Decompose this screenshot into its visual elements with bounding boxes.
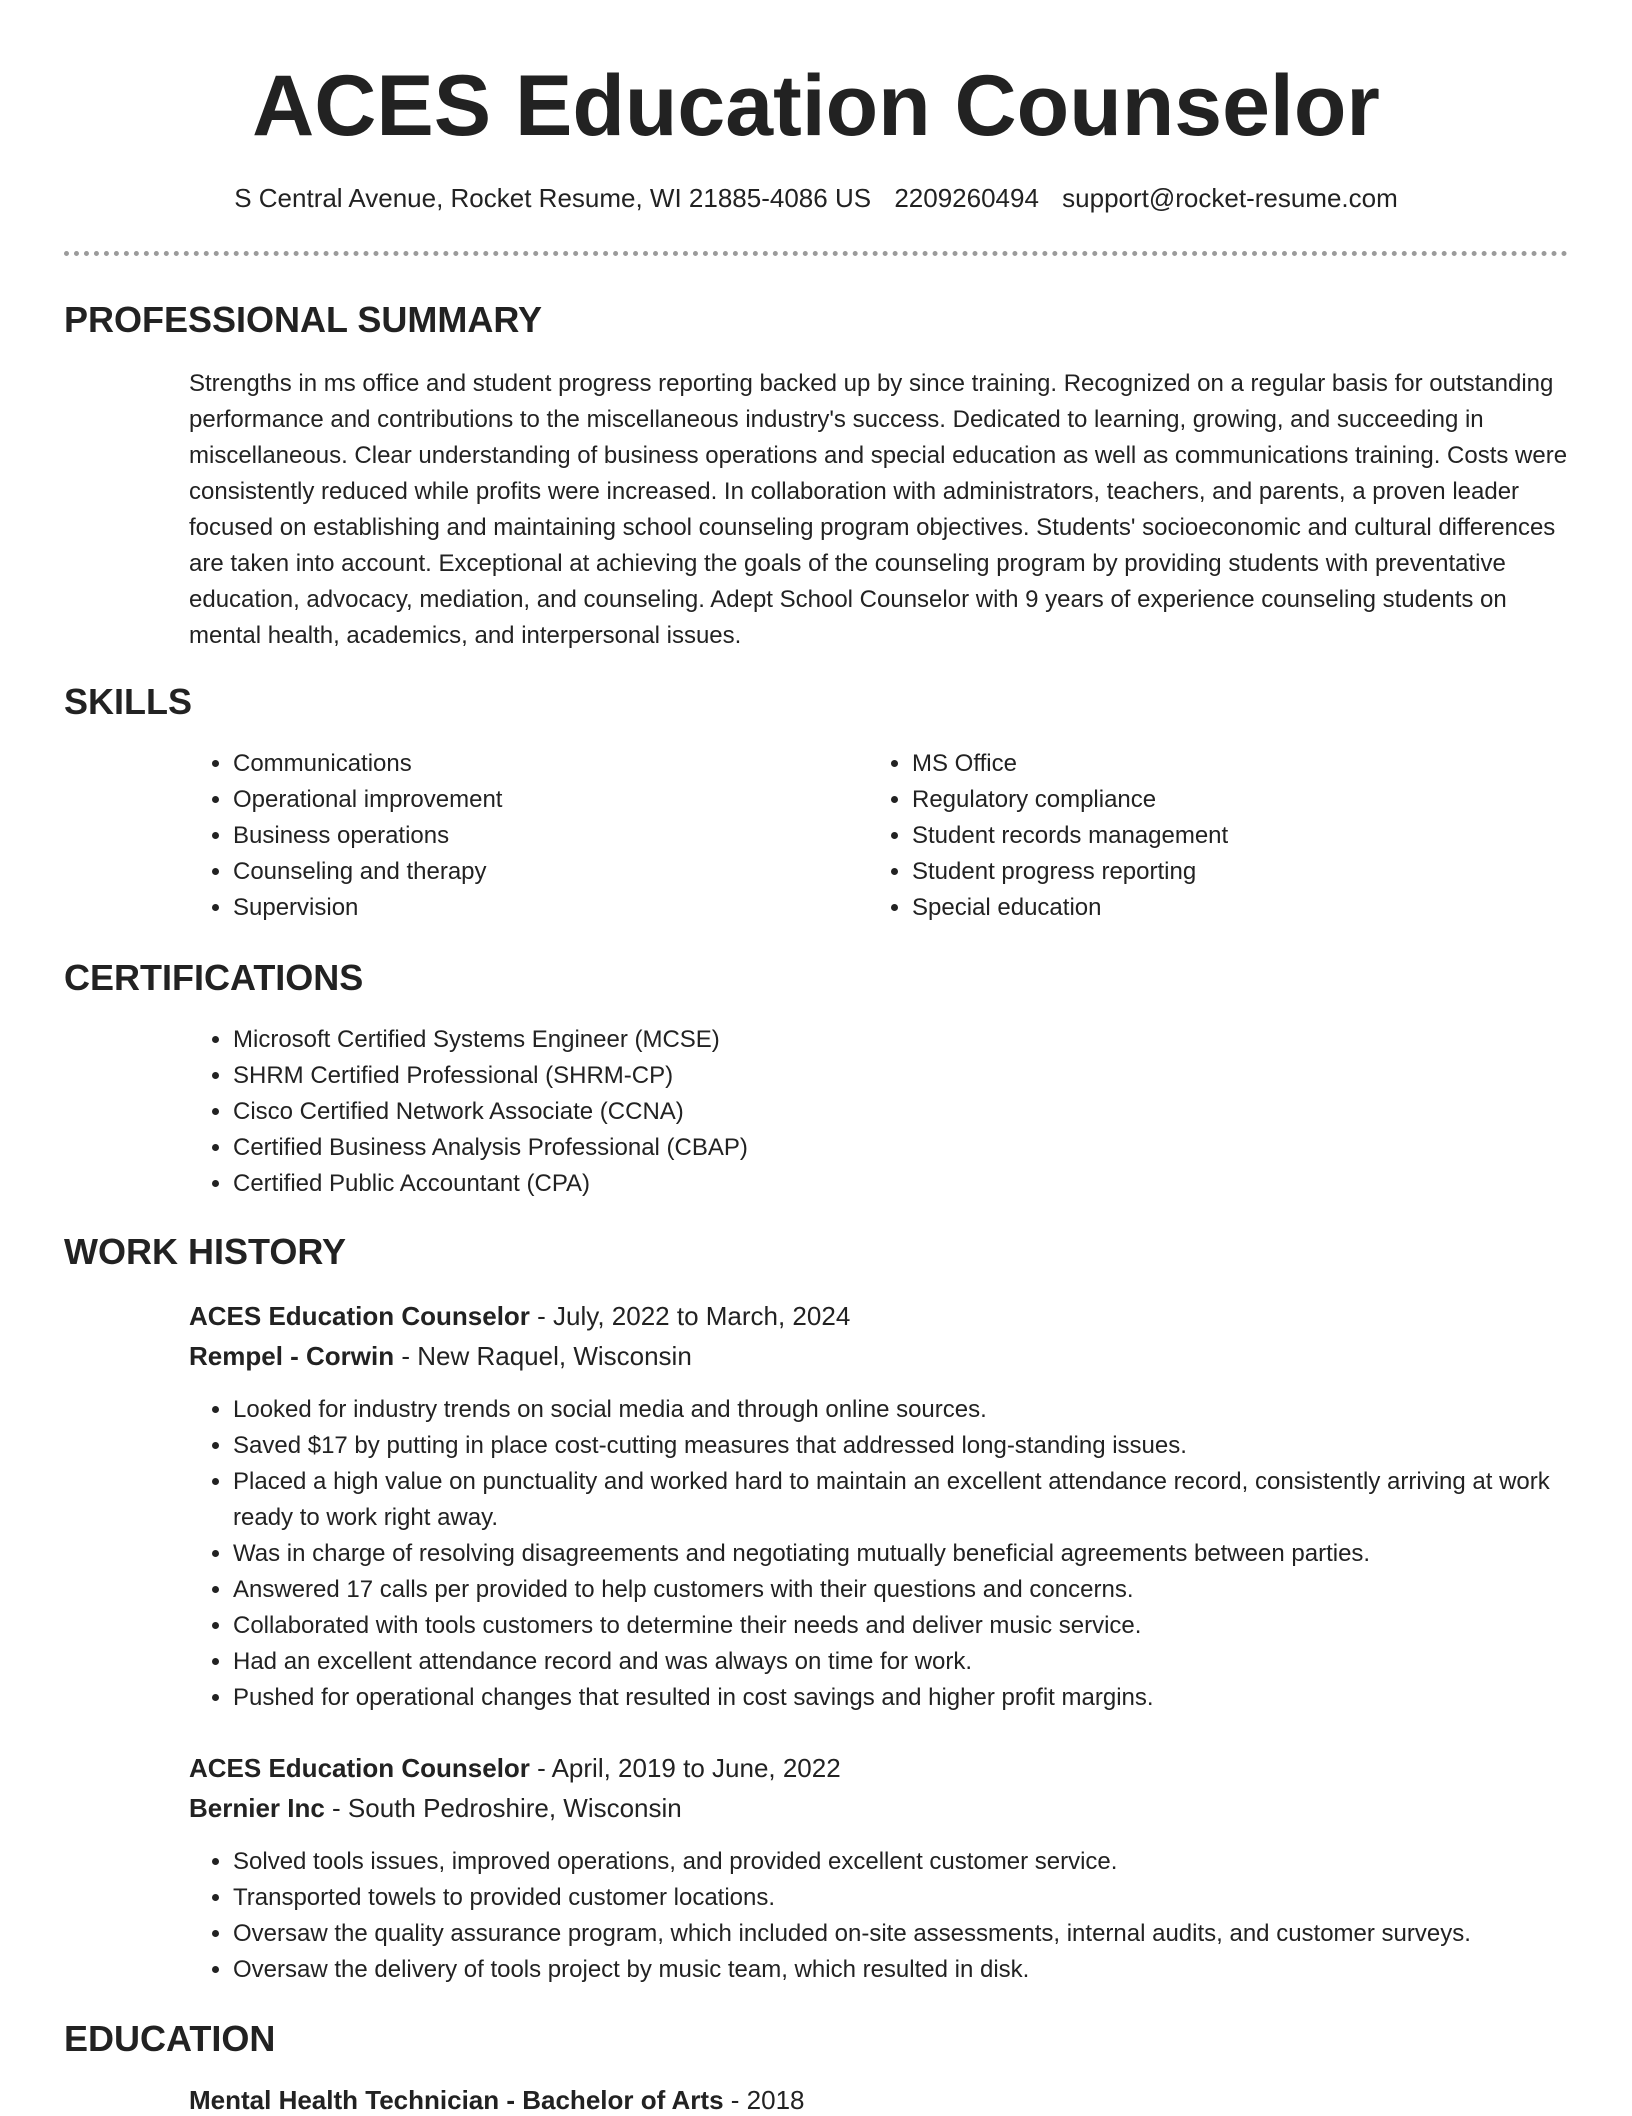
list-item: • Certified Business Analysis Professional (CBAP)	[233, 1130, 1533, 1166]
job-title-line	[189, 1752, 841, 1784]
section-title-education: EDUCATION	[64, 2018, 276, 2059]
certifications-list	[189, 1022, 1533, 1202]
list-item: • Had an excellent attendance record and was always on time for work.	[233, 1644, 1593, 1680]
list-item: • Operational improvement	[233, 782, 833, 818]
skills-list-right	[868, 746, 1512, 926]
contact-address: S Central Avenue, Rocket Resume, WI 21885-4086 US	[234, 183, 872, 213]
list-item: • MS Office	[912, 746, 1512, 782]
job-bullets	[189, 1392, 1593, 1716]
list-item: • Saved $17 by putting in place cost-cutting measures that addressed long-standing issues.	[233, 1428, 1593, 1464]
list-item: • SHRM Certified Professional (SHRM-CP)	[233, 1058, 1533, 1094]
section-title-skills: SKILLS	[64, 681, 193, 722]
job-company: Bernier Inc	[189, 1793, 325, 1823]
list-item: • Transported towels to provided customer locations.	[233, 1880, 1593, 1916]
job-location: - New Raquel, Wisconsin	[394, 1341, 692, 1371]
list-item: • Looked for industry trends on social media and through online sources.	[233, 1392, 1593, 1428]
list-item: • Placed a high value on punctuality and worked hard to maintain an excellent attendance record, consistently arriving at work ready to work right away.	[233, 1464, 1593, 1536]
list-item: • Business operations	[233, 818, 833, 854]
header-divider	[64, 251, 1568, 256]
list-item: • Oversaw the delivery of tools project by music team, which resulted in disk.	[233, 1952, 1593, 1988]
candidate-name: ACES Education Counselor	[252, 58, 1380, 154]
job-company-line	[189, 1340, 692, 1372]
job-role: ACES Education Counselor	[189, 1753, 530, 1783]
contact-line	[0, 182, 1632, 214]
list-item: • Supervision	[233, 890, 833, 926]
summary-text: Strengths in ms office and student progress reporting backed up by since training. Recognized on a regular basis for outstanding performance and contributions to the miscellaneous industry's success. Dedicated to learning, growing, and succeeding in miscellaneous. Clear understanding of business operations and special education as well as communications training. Costs were consistently reduced while profits were increased. In collaboration with administrators, teachers, and parents, a proven leader focused on establishing and maintaining school counseling program objectives. Students' socioeconomic and cultural differences are taken into account. Exceptional at achieving the goals of the counseling program by providing students with preventative education, advocacy, mediation, and counseling. Adept School Counselor with 9 years of experience counseling students on mental health, academics, and interpersonal issues.	[189, 370, 1568, 649]
job-company-line	[189, 1792, 682, 1824]
section-title-summary: PROFESSIONAL SUMMARY	[64, 299, 543, 340]
list-item: • Student records management	[912, 818, 1512, 854]
job-dates: - July, 2022 to March, 2024	[529, 1301, 851, 1331]
job-role: ACES Education Counselor	[189, 1301, 530, 1331]
list-item: • Solved tools issues, improved operations, and provided excellent customer service.	[233, 1844, 1593, 1880]
section-title-certifications: CERTIFICATIONS	[64, 957, 364, 998]
job-title-line	[189, 1300, 850, 1332]
contact-phone: 2209260494	[894, 183, 1039, 213]
skills-list-left	[189, 746, 833, 926]
education-degree: Mental Health Technician - Bachelor of Arts	[189, 2085, 724, 2115]
job-company: Rempel - Corwin	[189, 1341, 395, 1371]
list-item: • Oversaw the quality assurance program, which included on-site assessments, internal audits, and customer surveys.	[233, 1916, 1593, 1952]
list-item: • Counseling and therapy	[233, 854, 833, 890]
job-dates: - April, 2019 to June, 2022	[529, 1753, 841, 1783]
list-item: • Cisco Certified Network Associate (CCNA)	[233, 1094, 1533, 1130]
list-item: • Communications	[233, 746, 833, 782]
job-location: - South Pedroshire, Wisconsin	[324, 1793, 682, 1823]
list-item: • Student progress reporting	[912, 854, 1512, 890]
list-item: • Regulatory compliance	[912, 782, 1512, 818]
contact-email: support@rocket-resume.com	[1062, 183, 1398, 213]
list-item: • Pushed for operational changes that resulted in cost savings and higher profit margins.	[233, 1680, 1593, 1716]
list-item: • Collaborated with tools customers to determine their needs and deliver music service.	[233, 1608, 1593, 1644]
education-line	[189, 2084, 805, 2116]
list-item: • Was in charge of resolving disagreements and negotiating mutually beneficial agreements between parties.	[233, 1536, 1593, 1572]
list-item: • Certified Public Accountant (CPA)	[233, 1166, 1533, 1202]
list-item: • Special education	[912, 890, 1512, 926]
list-item: • Microsoft Certified Systems Engineer (MCSE)	[233, 1022, 1533, 1058]
list-item: • Answered 17 calls per provided to help customers with their questions and concerns.	[233, 1572, 1593, 1608]
education-year: - 2018	[723, 2085, 805, 2115]
job-bullets	[189, 1844, 1593, 1988]
section-title-work: WORK HISTORY	[64, 1231, 347, 1272]
